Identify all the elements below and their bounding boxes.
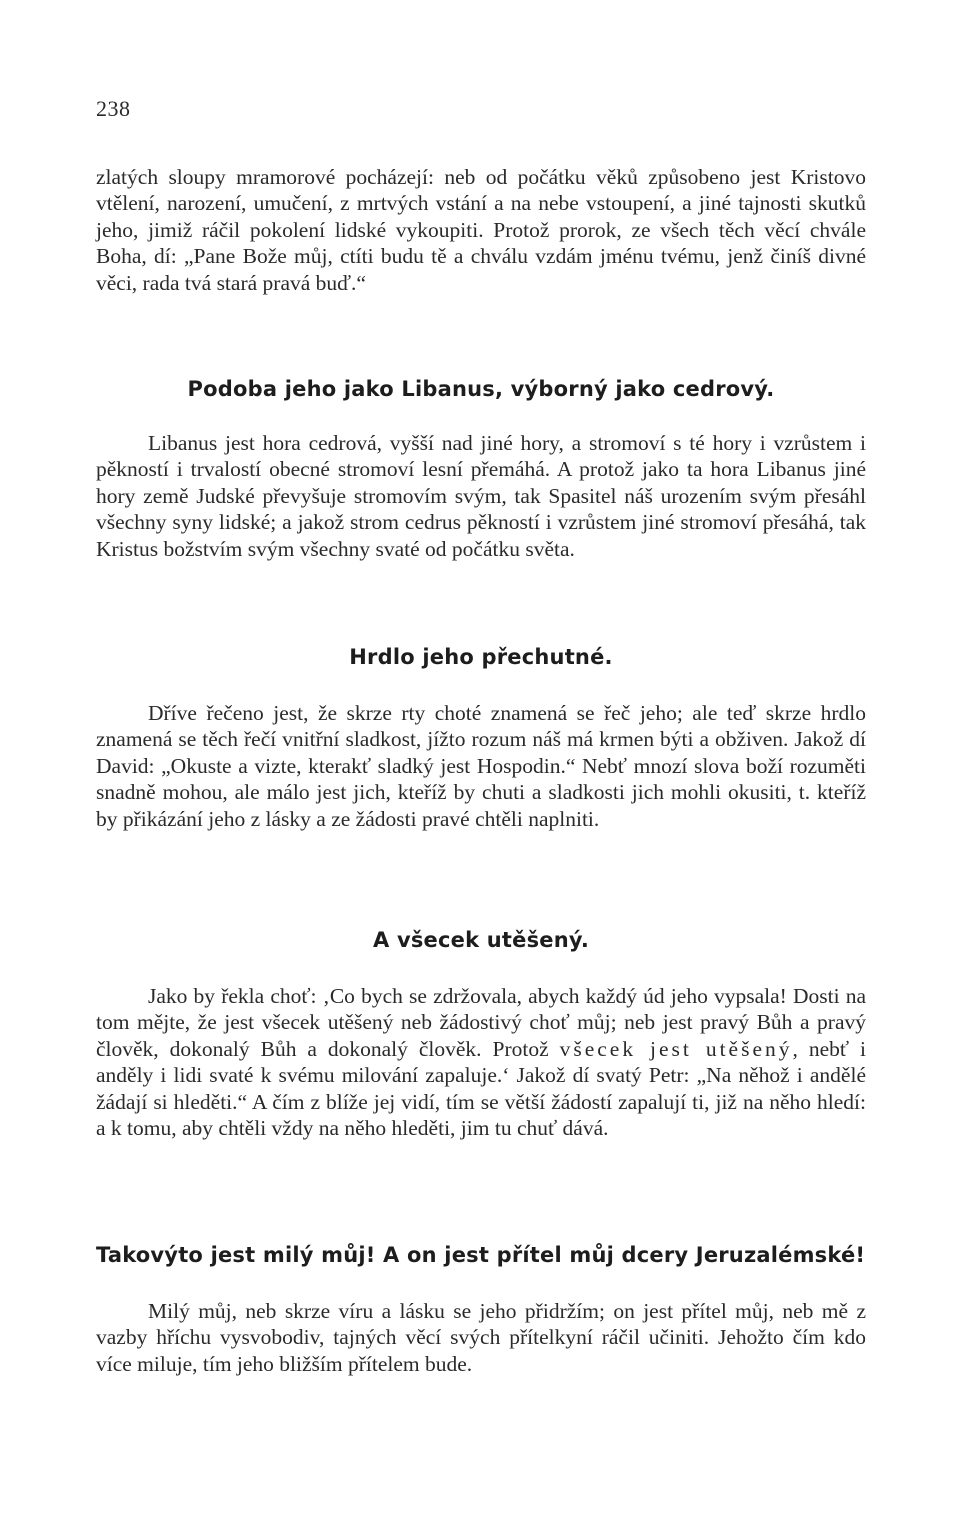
page-number: 238 — [96, 96, 131, 121]
section-heading: Takovýto jest milý můj! A on jest přítel můj dcery Jeruzalémské! — [96, 1243, 866, 1267]
paragraph: Dříve řečeno jest, že skrze rty choté znamená se řeč jeho; ale teď skrze hrdlo znamená se těch řečí vnitřní sladkost, jížto rozum náš má krmen býti a obživen. Jakož dí David: „Okuste a vizte, kterakť sladký jest Hospodin.“ Nebť mnozí slova boží rozuměti snadně mohou, ale málo jest jich, kteříž by chuti a sladkosti jich mohli okusiti, t. kteříž by přikázání jeho z lásky a ze žádosti pravé chtěli naplniti. — [96, 701, 866, 831]
spaced-emphasis: všecek jest utěšený — [559, 1036, 793, 1061]
section-utešený — [96, 983, 866, 1141]
section-pritel — [96, 1298, 866, 1377]
section-intro — [96, 164, 866, 296]
section-heading: Hrdlo jeho přechutné. — [349, 645, 613, 669]
section-heading: Podoba jeho jako Libanus, výborný jako cedrový. — [187, 377, 775, 401]
paragraph: Milý můj, neb skrze víru a lásku se jeho přidržím; on jest přítel můj, neb mě z vazby hříchu vysvobodiv, tajných věcí svých přítelkyní ráčil učiniti. Jehožto čím kdo více miluje, tím jeho bližším přítelem bude. — [96, 1299, 866, 1376]
paragraph: zlatých sloupy mramorové pocházejí: neb od počátku věků způsobeno jest Kristovo vtělení, narození, umučení, z mrtvých vstání a na nebe vstoupení, a jiné tajnosti skutků jeho, jimiž ráčil pokolení lidské vykoupiti. Protož prorok, ze všech těch věcí chvále Boha, dí: „Pane Bože můj, ctíti budu tě a chválu vzdám jménu tvému, jenž činíš divné věci, rada tvá stará pravá buď.“ — [96, 165, 866, 295]
section-libanus — [96, 430, 866, 562]
paragraph-text: Jako by řekla choť: ‚Co bych se zdržovala, abych každý úd jeho vypsala! Dosti na tom mějte, že jest všecek utěšený neb žádostivý choť můj; neb jest pravý Bůh a pravý člověk, dokonalý Bůh a dokonalý člověk. Protož — [96, 984, 866, 1061]
paragraph: Libanus jest hora cedrová, vyšší nad jiné hory, a stromoví s té hory i vzrůstem i pěkností i trvalostí obecné stromoví lesní přemáhá. A protož jako ta hora Libanus jiné hory země Judské převyšuje stromovím svým, tak Spasitel náš urozením svým přesáhl všechny syny lidské; a jakož strom cedrus pěkností i vzrůstem jiné stromoví přesáhá, tak Kristus božstvím svým všechny svaté od počátku světa. — [96, 431, 866, 561]
paragraph-text: , nebť i anděly i lidi svaté k svému milování zapaluje.‘ Jakož dí svatý Petr: „Na něhož i andělé žádají si hleděti.“ A čím z blíže jej vidí, tím se větší žádostí zapalují ti, již na něho hledí: a k tomu, aby chtěli vždy na něho hleděti, jim tu chuť dává. — [96, 1036, 866, 1141]
paragraph — [96, 983, 866, 1141]
section-hrdlo — [96, 700, 866, 832]
section-heading: A všecek utěšený. — [372, 928, 590, 952]
